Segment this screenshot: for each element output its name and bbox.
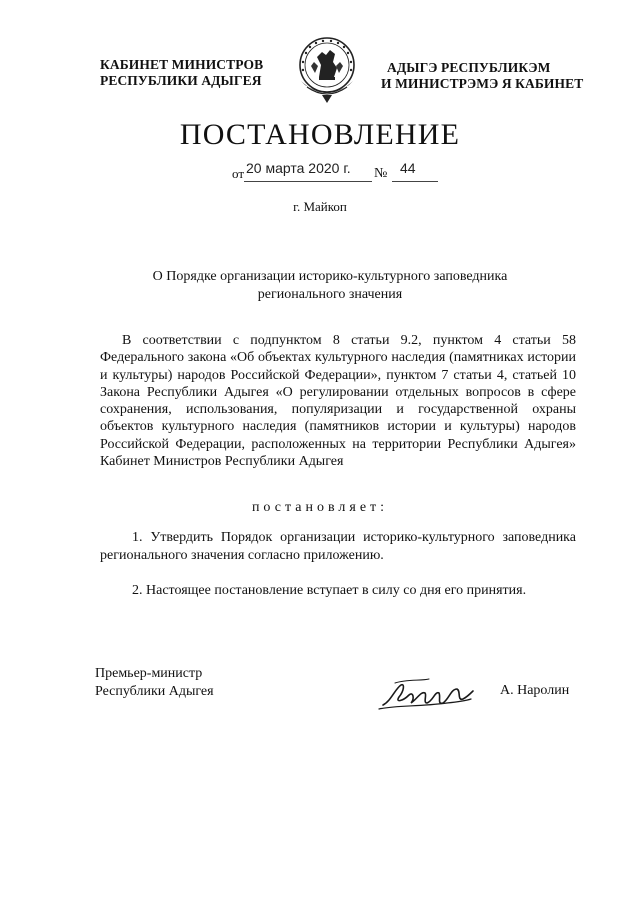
preamble-paragraph: В соответствии с подпунктом 8 статьи 9.2, пунктом 4 статьи 58 Федерального закона «Об объектах культурного наследия (памятниках истории и культуры) народов Российской Федерации», пунктом 7 статьи 4, статьей 10 Закона Республики Адыгея «О регулировании отдельных вопросов в сфере сохранения, использования, популяризации и государственной охраны объектов культурного наследия (памятников истории и культуры) народов Российской Федерации, расположенных на территории Республики Адыгея» Кабинет Министров Республики Адыгея <box>100 333 576 470</box>
date-value: 20 марта 2020 г. <box>246 160 351 176</box>
issuer-ru <box>100 57 263 89</box>
date-prefix: от <box>232 166 245 181</box>
resolution-item-2: 2. Настоящее постановление вступает в силу со дня его принятия. <box>132 583 527 598</box>
number-sign: № <box>374 166 388 181</box>
issuer-ru-line2: РЕСПУБЛИКИ АДЫГЕЯ <box>100 73 262 88</box>
issuer-ady-line2: И МИНИСТРЭМЭ Я КАБИНЕТ <box>381 76 584 91</box>
handwritten-signature-icon <box>377 675 477 717</box>
issuer-ru-line1: КАБИНЕТ МИНИСТРОВ <box>100 57 264 72</box>
date-number-line <box>232 160 452 186</box>
issuer-ady-line1: АДЫГЭ РЕСПУБЛИКЭМ <box>387 60 551 75</box>
document-title: ПОСТАНОВЛЕНИЕ <box>179 118 461 151</box>
number-underline <box>392 181 438 182</box>
signer-position <box>95 665 214 701</box>
signer-position-line2: Республики Адыгея <box>95 684 214 699</box>
document-number: 44 <box>400 160 416 176</box>
issuer-ady <box>381 60 583 92</box>
coat-of-arms-icon <box>289 35 365 109</box>
resolves-word: постановляет: <box>251 500 389 515</box>
date-underline <box>244 181 372 182</box>
signer-position-line1: Премьер-министр <box>95 666 203 681</box>
subject <box>120 268 540 304</box>
city: г. Майкоп <box>293 199 347 214</box>
subject-line1: О Порядке организации историко-культурного заповедника <box>152 269 508 284</box>
signer-name: А. Наролин <box>500 683 570 698</box>
resolution-item-1: 1. Утвердить Порядок организации историко-культурного заповедника регионального значения согласно приложению. <box>100 530 576 563</box>
subject-line2: регионального значения <box>257 287 403 302</box>
